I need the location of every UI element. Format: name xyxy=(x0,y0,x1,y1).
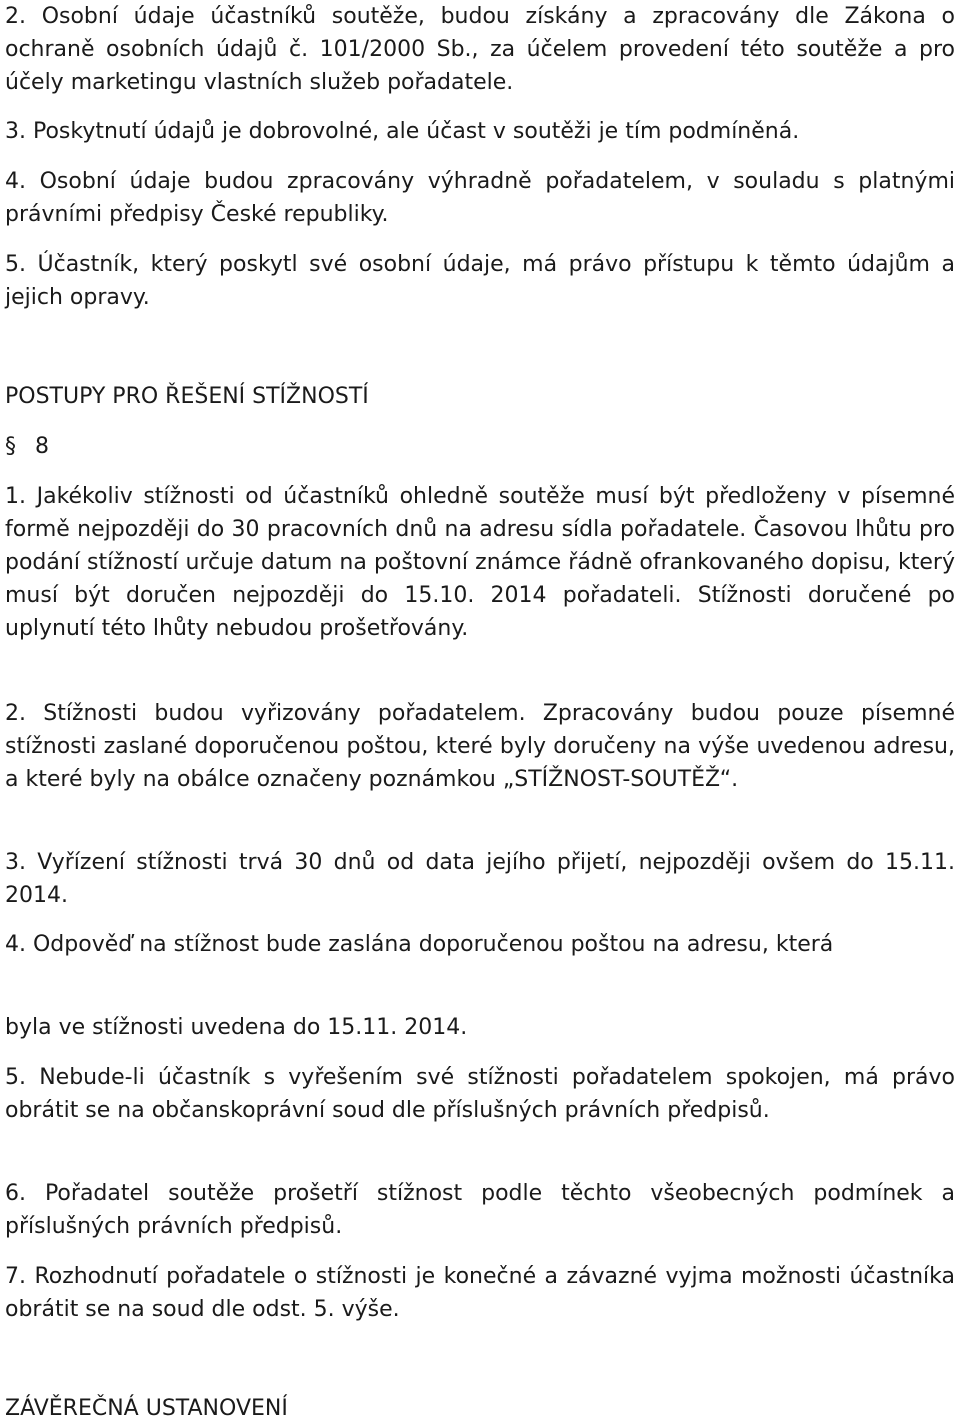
complaint-item-4-continued: byla ve stížnosti uvedena do 15.11. 2014. xyxy=(5,1015,468,1040)
complaint-item-3: 3. Vyřízení stížnosti trvá 30 dnů od data jejího přijetí, nejpozději ovšem do 15.11. 2014. xyxy=(5,850,955,908)
complaint-item-6: 6. Pořadatel soutěže prošetří stížnost podle těchto všeobecných podmínek a příslušných právních předpisů. xyxy=(5,1181,955,1239)
privacy-item-3: 3. Poskytnutí údajů je dobrovolné, ale účast v soutěži je tím podmíněná. xyxy=(5,119,800,144)
section-sign: § xyxy=(5,434,16,459)
section-marker xyxy=(5,430,205,463)
final-provisions-heading: ZÁVĚREČNÁ USTANOVENÍ xyxy=(5,1396,288,1421)
complaint-item-1: 1. Jakékoliv stížnosti od účastníků ohledně soutěže musí být předloženy v písemné formě nejpozději do 30 pracovních dnů na adresu sídla pořadatele. Časovou lhůtu pro podání stížností určuje datum na poštovní známce řádně ofrankovaného dopisu, který musí být doručen nejpozději do 15.10. 2014 pořadateli. Stížnosti doručené po uplynutí této lhůty nebudou prošetřovány. xyxy=(5,484,955,641)
section-number: 8 xyxy=(35,434,49,459)
privacy-item-5: 5. Účastník, který poskytl své osobní údaje, má právo přístupu k těmto údajům a jejich opravy. xyxy=(5,252,955,310)
complaint-item-2: 2. Stížnosti budou vyřizovány pořadatelem. Zpracovány budou pouze písemné stížnosti zaslané doporučenou poštou, které byly doručeny na výše uvedenou adresu, a které byly na obálce označeny poznámkou „STÍŽNOST-SOUTĚŽ“. xyxy=(5,701,955,792)
complaint-item-5: 5. Nebude-li účastník s vyřešením své stížnosti pořadatelem spokojen, má právo obrátit se na občanskoprávní soud dle příslušných právních předpisů. xyxy=(5,1065,955,1123)
privacy-item-2: 2. Osobní údaje účastníků soutěže, budou získány a zpracovány dle Zákona o ochraně osobních údajů č. 101/2000 Sb., za účelem provedení této soutěže a pro účely marketingu vlastních služeb pořadatele. xyxy=(5,4,955,95)
privacy-item-4: 4. Osobní údaje budou zpracovány výhradně pořadatelem, v souladu s platnými právními předpisy České republiky. xyxy=(5,169,955,227)
complaints-heading: POSTUPY PRO ŘEŠENÍ STÍŽNOSTÍ xyxy=(5,384,369,409)
complaint-item-4: 4. Odpověď na stížnost bude zaslána doporučenou poštou na adresu, která xyxy=(5,932,834,957)
complaint-item-7: 7. Rozhodnutí pořadatele o stížnosti je konečné a závazné vyjma možnosti účastníka obrátit se na soud dle odst. 5. výše. xyxy=(5,1264,955,1322)
